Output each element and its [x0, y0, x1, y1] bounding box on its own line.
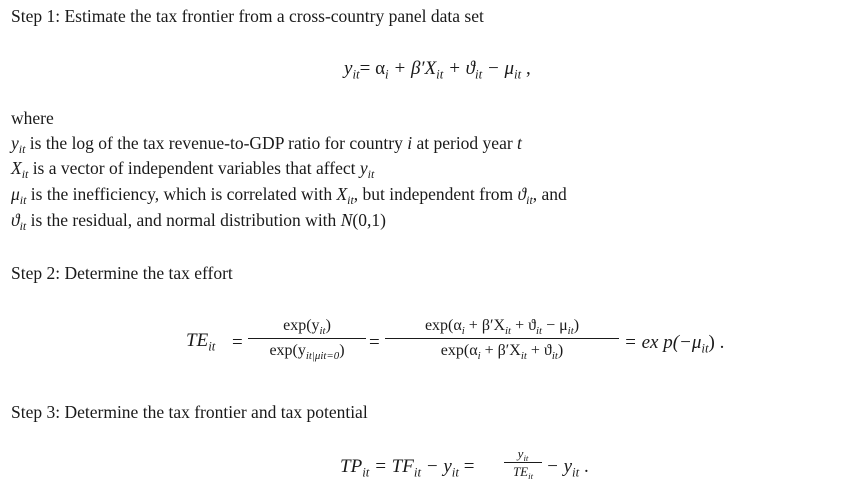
where-label: where	[11, 108, 54, 128]
definition-y: $y_{it}$ is the log of the tax revenue-to-GDP ratio for country i at period year t	[11, 133, 522, 157]
fraction-y-over-te	[504, 446, 542, 482]
equals-sign-2: =	[369, 332, 380, 353]
fraction-3-denominator: $TE_{it}$	[512, 464, 534, 482]
fraction-1-bar	[248, 338, 366, 339]
fraction-exp-expanded	[385, 315, 619, 362]
frontier-equation: $y_{it}= \alpha_i + \beta'X_{it} + ϑ_{it} - \mu_{it}$ ,	[344, 58, 531, 82]
step3-heading: Step 3: Determine the tax frontier and tax potential	[11, 402, 368, 422]
fraction-2-denominator: $\exp(\alpha_i + \beta'X_{it} + ϑ_{it})$	[440, 342, 564, 362]
tax-potential-tail: − $y_{it}$ .	[546, 456, 589, 480]
tax-effort-result: = ex $p(-\mu_{it})$ .	[624, 332, 725, 356]
definition-x: $X_{it}$ is a vector of independent variables that affect $y_{it}$	[11, 158, 375, 182]
fraction-1-denominator: $\exp(y_{it|\mu it=0})$	[269, 342, 345, 362]
fraction-2-bar	[385, 338, 619, 339]
step2-heading: Step 2: Determine the tax effort	[11, 263, 233, 283]
fraction-3-numerator: $y_{it}$	[517, 446, 529, 464]
fraction-1-numerator: $\exp(y_{it})$	[283, 317, 331, 337]
definition-theta: $ϑ_{it}$ is the residual, and normal distribution with N(0,1)	[11, 210, 386, 234]
fraction-exp-ratio	[248, 315, 366, 362]
tax-potential-equation: $TP_{it} = TF_{it} - y_{it}$ =	[340, 456, 475, 480]
step1-heading: Step 1: Estimate the tax frontier from a cross-country panel data set	[11, 6, 484, 26]
equals-sign-1: =	[232, 332, 243, 353]
definition-mu: $\mu_{it}$ is the inefficiency, which is correlated with $X_{it}$, but independent from $ϑ_{it}$, and	[11, 184, 567, 208]
tax-effort-lhs: $TE_{it}$	[186, 330, 216, 354]
fraction-2-numerator: $\exp(\alpha_i + \beta'X_{it} + ϑ_{it} - \mu_{it})$	[424, 317, 580, 337]
